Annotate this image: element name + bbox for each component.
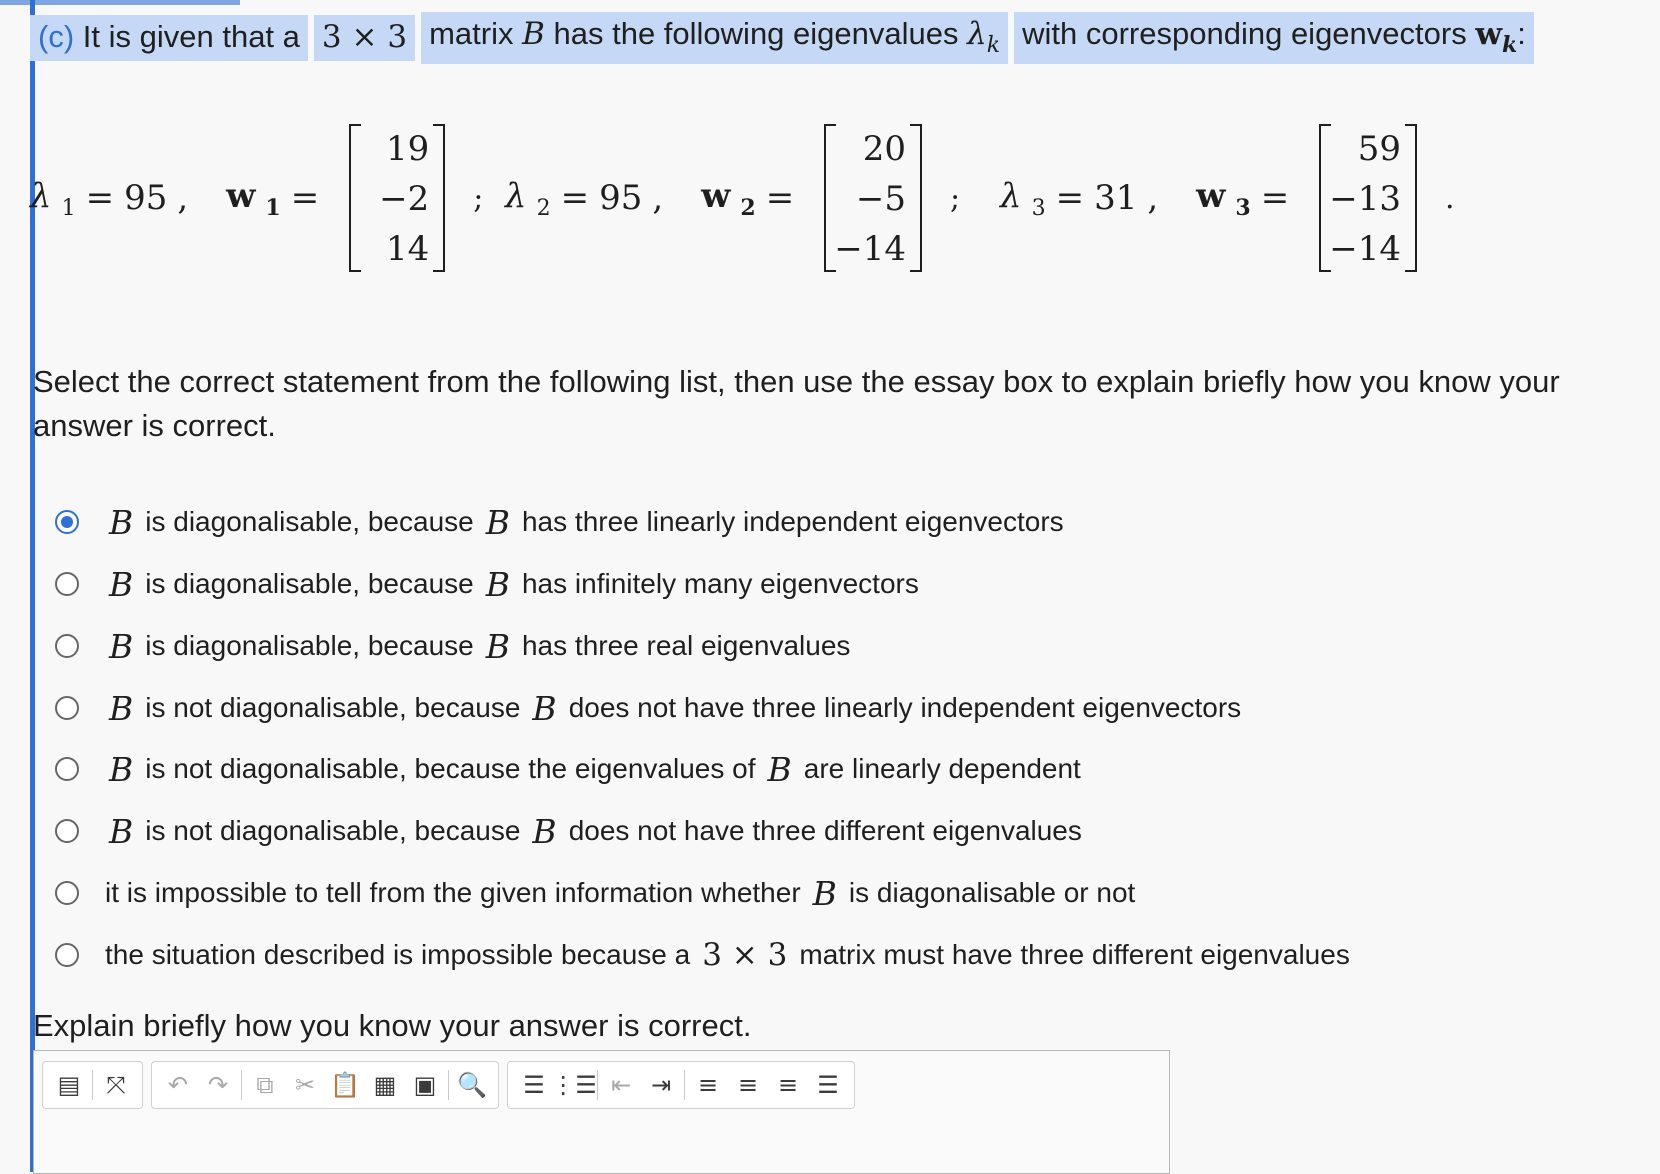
numbered-list-icon[interactable]: ☰ [523,1071,545,1099]
align-right-icon[interactable]: ≡ [777,1071,799,1099]
eigenvalue-symbol: $\lambda_k$ [967,16,1001,58]
question-text: It is given that a [82,19,300,54]
copy-icon[interactable]: ⧉ [256,1071,274,1099]
find-icon[interactable]: 🔍 [457,1071,487,1099]
eigenpair-2: λ $_2$ = 95 , w $_2$ = 20 −5 −14 ; [505,118,960,278]
radio-option-5[interactable] [55,757,79,781]
question-text-part-3 [1014,12,1534,64]
radio-option-6[interactable] [55,819,79,843]
eigenpair-1: λ $_1$ = 95 , w $_1$ = 19 −2 14 ; [30,118,483,278]
justify-icon[interactable]: ☰ [817,1071,839,1099]
radio-option-2[interactable] [55,572,79,596]
align-center-icon[interactable]: ≡ [737,1071,759,1099]
question-text-eigenvectors: with corresponding eigenvectors [1022,16,1467,51]
dim-b: 3 [387,19,408,55]
option-4[interactable]: B is not diagonalisable, because B does not have three linearly independent eigenvectors [55,688,1241,728]
paste-word-icon[interactable]: ▣ [413,1071,437,1099]
bulleted-list-icon[interactable]: ⋮☰ [551,1071,597,1099]
eigenvector-1-matrix: 19 −2 14 [349,124,445,272]
radio-option-8[interactable] [55,943,79,967]
toolbar-group-view [42,1061,143,1109]
question-text-part-2 [421,12,1008,64]
option-7[interactable]: it is impossible to tell from the given information whether B is diagonalisable or not [55,873,1135,913]
radio-option-7[interactable] [55,881,79,905]
instructions-text: Select the correct statement from the following list, then use the essay box to explain briefly how you know your answer is correct. [33,364,1560,443]
matrix-dimension [314,15,415,61]
eigenvector-3-matrix: 59 −13 −14 [1319,124,1417,272]
essay-editor[interactable] [33,1050,1170,1174]
question-label: (c) [38,19,75,54]
question-text-part-1 [30,15,308,61]
radio-option-3[interactable] [55,634,79,658]
eigenvector-symbol: $w_k$ [1475,16,1518,58]
paste-text-icon[interactable]: ▦ [373,1071,397,1099]
matrix-symbol: B [522,16,545,52]
radio-option-1[interactable] [55,510,79,534]
toolbar-group-paragraph [507,1061,855,1109]
top-link-fragment [0,0,240,5]
option-6[interactable]: B is not diagonalisable, because B does not have three different eigenvalues [55,811,1082,851]
option-5[interactable]: B is not diagonalisable, because the eigenvalues of B are linearly dependent [55,749,1081,789]
maximize-icon[interactable]: ⤧ [106,1071,126,1099]
question-header [30,12,1540,64]
colon: : [1517,16,1526,51]
cut-icon[interactable]: ✂ [294,1071,316,1099]
align-left-icon[interactable]: ≡ [697,1071,719,1099]
paste-icon[interactable]: 📋 [330,1071,360,1099]
essay-label: Explain briefly how you know your answer is correct. [33,1008,752,1043]
redo-icon[interactable]: ↷ [207,1071,229,1099]
undo-icon[interactable]: ↶ [167,1071,189,1099]
times-sign: × [351,19,378,55]
dim-a: 3 [321,19,342,55]
matrix-word: matrix [429,16,514,51]
indent-icon[interactable]: ⇥ [650,1071,672,1099]
eigenpair-3: λ $_3$ = 31 , w $_3$ = 59 −13 −14 . [1000,118,1455,278]
option-2[interactable]: B is diagonalisable, because B has infinitely many eigenvectors [55,564,919,604]
question-text-eigenvalues: has the following eigenvalues [553,16,959,51]
show-blocks-icon[interactable]: ▤ [57,1071,81,1099]
option-3[interactable]: B is diagonalisable, because B has three real eigenvalues [55,626,850,666]
toolbar-group-clipboard [151,1061,499,1109]
option-8[interactable]: the situation described is impossible because a 3 × 3 matrix must have three different eigenvalues [55,935,1350,975]
editor-toolbar [42,1061,855,1107]
option-1[interactable]: B is diagonalisable, because B has three linearly independent eigenvectors [55,502,1064,542]
outdent-icon[interactable]: ⇤ [610,1071,632,1099]
radio-option-4[interactable] [55,696,79,720]
eigenvector-2-matrix: 20 −5 −14 [824,124,922,272]
